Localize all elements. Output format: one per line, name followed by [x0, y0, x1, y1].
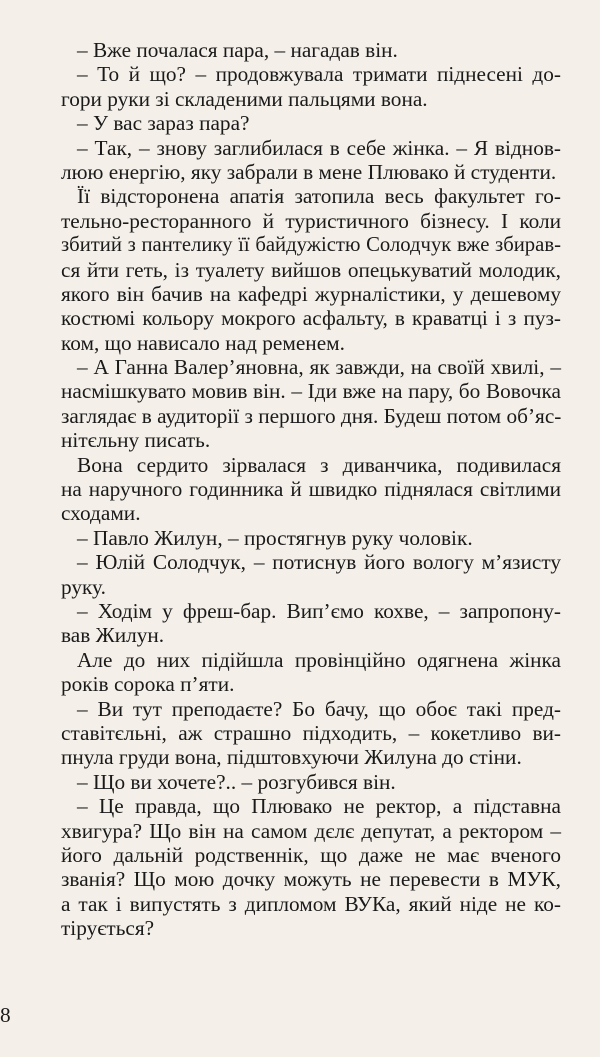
text-line: заглядає в аудиторії з першого дня. Будеш потом об’яс- [61, 403, 562, 428]
text-line: насмішкувато мовив він. – Іди вже на пару, бо Вовочка [61, 379, 561, 404]
text-line: пнула груди вона, підштовхуючи Жилуна до стіни. [61, 745, 522, 770]
text-line: на наручного годинника й швидко піднялася світлими [61, 477, 561, 502]
body-text [61, 38, 561, 940]
text-line: Вона сердито зірвалася з диванчика, подивилася [77, 452, 561, 477]
text-line: – Павло Жилун, – простягнув руку чоловік. [77, 525, 473, 550]
text-line: ся йти геть, із туалету вийшов опецькуватий молодик, [61, 257, 561, 282]
text-line: збитий з пантелику її байдужістю Солодчук вже збирав- [61, 234, 561, 257]
text-line: тельно-ресторанного й туристичного бізнесу. І коли [61, 208, 561, 233]
text-line: – Це правда, що Плювако не ректор, а підставна [77, 794, 561, 819]
text-line: – Вже почалася пара, – нагадав він. [77, 38, 398, 62]
text-line: – А Ганна Валер’яновна, як завжди, на своїй хвилі, – [77, 355, 561, 380]
text-line: тірується? [61, 916, 155, 941]
text-line: – То й що? – продовжувала тримати піднесені до- [77, 62, 561, 87]
text-line: – Що ви хочете?.. – розгубився він. [77, 769, 396, 794]
text-line: ком, що нависало над ременем. [61, 330, 345, 355]
text-line: його дальній родственнік, що даже не має вченого [61, 842, 561, 867]
text-line: гори руки зі складеними пальцями вона. [61, 86, 428, 111]
text-line: люю енергію, яку забрали в мене Плювако й студенти. [61, 159, 557, 184]
page-number: 8 [0, 1003, 11, 1027]
text-line: хвигура? Що він на самом дєлє депутат, а ректором – [61, 818, 561, 843]
text-line: нітєльну писать. [61, 428, 211, 453]
text-line: сходами. [61, 501, 141, 526]
text-line: ставітєльні, аж страшно підходить, – кокетливо ви- [61, 720, 561, 745]
text-line: – Ходім у фреш-бар. Вип’ємо кохве, – запропону- [77, 598, 561, 623]
text-line: Але до них підійшла провінційно одягнена жінка [77, 647, 561, 672]
text-line: – У вас зараз пара? [77, 111, 250, 136]
text-line: костюмі кольору мокрого асфальту, в краватці і з пуз- [61, 306, 561, 331]
text-line: якого він бачив на кафедрі журналістики, у дешевому [61, 281, 561, 306]
text-line: руку. [61, 574, 106, 599]
text-line: званія? Що мою дочку можуть не перевести в МУК, [61, 867, 561, 892]
text-line: вав Жилун. [61, 623, 165, 648]
text-line: Її відсторонена апатія затопила весь факультет го- [77, 184, 561, 209]
text-line: а так і випустять з дипломом ВУКа, який ніде не ко- [61, 891, 561, 916]
text-line: – Юлій Солодчук, – потиснув його вологу м’язисту [77, 550, 561, 575]
text-line: років сорока п’яти. [61, 672, 235, 697]
text-line: – Ви тут преподаєте? Бо бачу, що обоє такі пред- [77, 696, 561, 721]
text-line: – Так, – знову заглибилася в себе жінка. – Я віднов- [77, 135, 561, 160]
